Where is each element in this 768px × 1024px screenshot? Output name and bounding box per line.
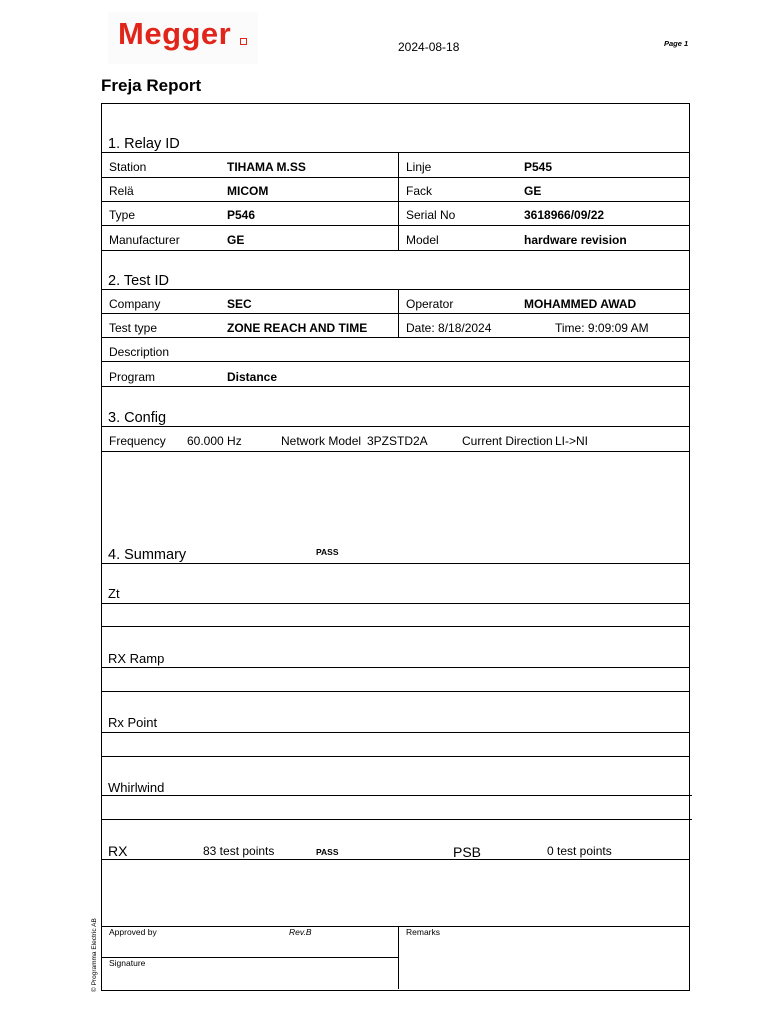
rx-ramp-label: RX Ramp <box>108 651 165 666</box>
program-value: Distance <box>227 370 278 384</box>
divider <box>101 289 689 290</box>
divider <box>101 225 689 226</box>
rela-value: MICOM <box>227 184 269 198</box>
divider <box>101 451 689 452</box>
frequency-label: Frequency <box>109 434 166 448</box>
approved-by-label: Approved by <box>109 927 157 937</box>
divider <box>101 426 689 427</box>
test-type-value: ZONE REACH AND TIME <box>227 321 368 335</box>
section-test-id-heading: 2. Test ID <box>108 273 169 289</box>
operator-label: Operator <box>406 297 454 311</box>
column-divider <box>398 926 399 989</box>
serial-label: Serial No <box>406 208 456 222</box>
divider <box>101 926 689 927</box>
divider <box>101 386 689 387</box>
current-direction-value: LI->NI <box>555 434 589 448</box>
company-label: Company <box>109 297 161 311</box>
divider <box>101 313 689 314</box>
signature-label: Signature <box>109 958 146 968</box>
test-time: Time: 9:09:09 AM <box>555 321 649 335</box>
divider <box>101 957 398 958</box>
page-number: Page 1 <box>664 39 689 48</box>
rx-point-label: Rx Point <box>108 715 158 730</box>
rx-status-badge: PASS <box>316 847 339 857</box>
linje-label: Linje <box>406 160 432 174</box>
linje-value: P545 <box>524 160 553 174</box>
psb-test-points: 0 test points <box>547 844 612 858</box>
type-value: P546 <box>227 208 256 222</box>
column-divider <box>398 289 399 337</box>
station-label: Station <box>109 160 147 174</box>
operator-value: MOHAMMED AWAD <box>524 297 637 311</box>
divider <box>101 626 689 627</box>
divider <box>101 563 689 564</box>
test-type-label: Test type <box>109 321 158 335</box>
divider <box>101 152 689 153</box>
psb-label: PSB <box>453 844 482 860</box>
divider <box>101 756 689 757</box>
divider <box>101 201 689 202</box>
divider <box>101 667 689 668</box>
divider <box>101 361 689 362</box>
divider <box>101 732 689 733</box>
whirlwind-label: Whirlwind <box>108 780 165 795</box>
station-value: TIHAMA M.SS <box>227 160 306 174</box>
serial-value: 3618966/09/22 <box>524 208 605 222</box>
logo-dot-icon <box>240 38 247 45</box>
divider <box>101 859 689 860</box>
divider <box>101 795 692 796</box>
test-date: Date: 8/18/2024 <box>406 321 492 335</box>
column-divider <box>398 152 399 250</box>
section-summary-heading: 4. Summary <box>108 547 187 563</box>
model-label: Model <box>406 233 439 247</box>
manufacturer-value: GE <box>227 233 245 247</box>
network-model-label: Network Model <box>281 434 362 448</box>
copyright-text: © Programma Electric AB <box>91 918 98 992</box>
summary-status-badge: PASS <box>316 547 339 557</box>
rx-label: RX <box>108 843 128 859</box>
description-label: Description <box>109 345 170 359</box>
frequency-value: 60.000 Hz <box>187 434 242 448</box>
logo-text: Megger <box>118 16 232 51</box>
rx-test-points: 83 test points <box>203 844 275 858</box>
divider <box>101 819 692 820</box>
megger-logo <box>108 12 258 64</box>
divider <box>101 603 689 604</box>
section-relay-id-heading: 1. Relay ID <box>108 136 180 152</box>
divider <box>101 177 689 178</box>
type-label: Type <box>109 208 136 222</box>
program-label: Program <box>109 370 156 384</box>
network-model-value: 3PZSTD2A <box>367 434 428 448</box>
divider <box>101 691 689 692</box>
report-date: 2024-08-18 <box>398 40 460 54</box>
fack-value: GE <box>524 184 542 198</box>
rela-label: Relä <box>109 184 134 198</box>
revision-label: Rev.B <box>289 927 312 937</box>
current-direction-label: Current Direction <box>462 434 553 448</box>
divider <box>101 250 689 251</box>
zt-label: Zt <box>108 586 120 601</box>
report-title: Freja Report <box>101 76 202 95</box>
divider <box>101 337 689 338</box>
company-value: SEC <box>227 297 252 311</box>
section-config-heading: 3. Config <box>108 410 167 426</box>
manufacturer-label: Manufacturer <box>109 233 180 247</box>
fack-label: Fack <box>406 184 433 198</box>
model-value: hardware revision <box>524 233 627 247</box>
remarks-label: Remarks <box>406 927 441 937</box>
